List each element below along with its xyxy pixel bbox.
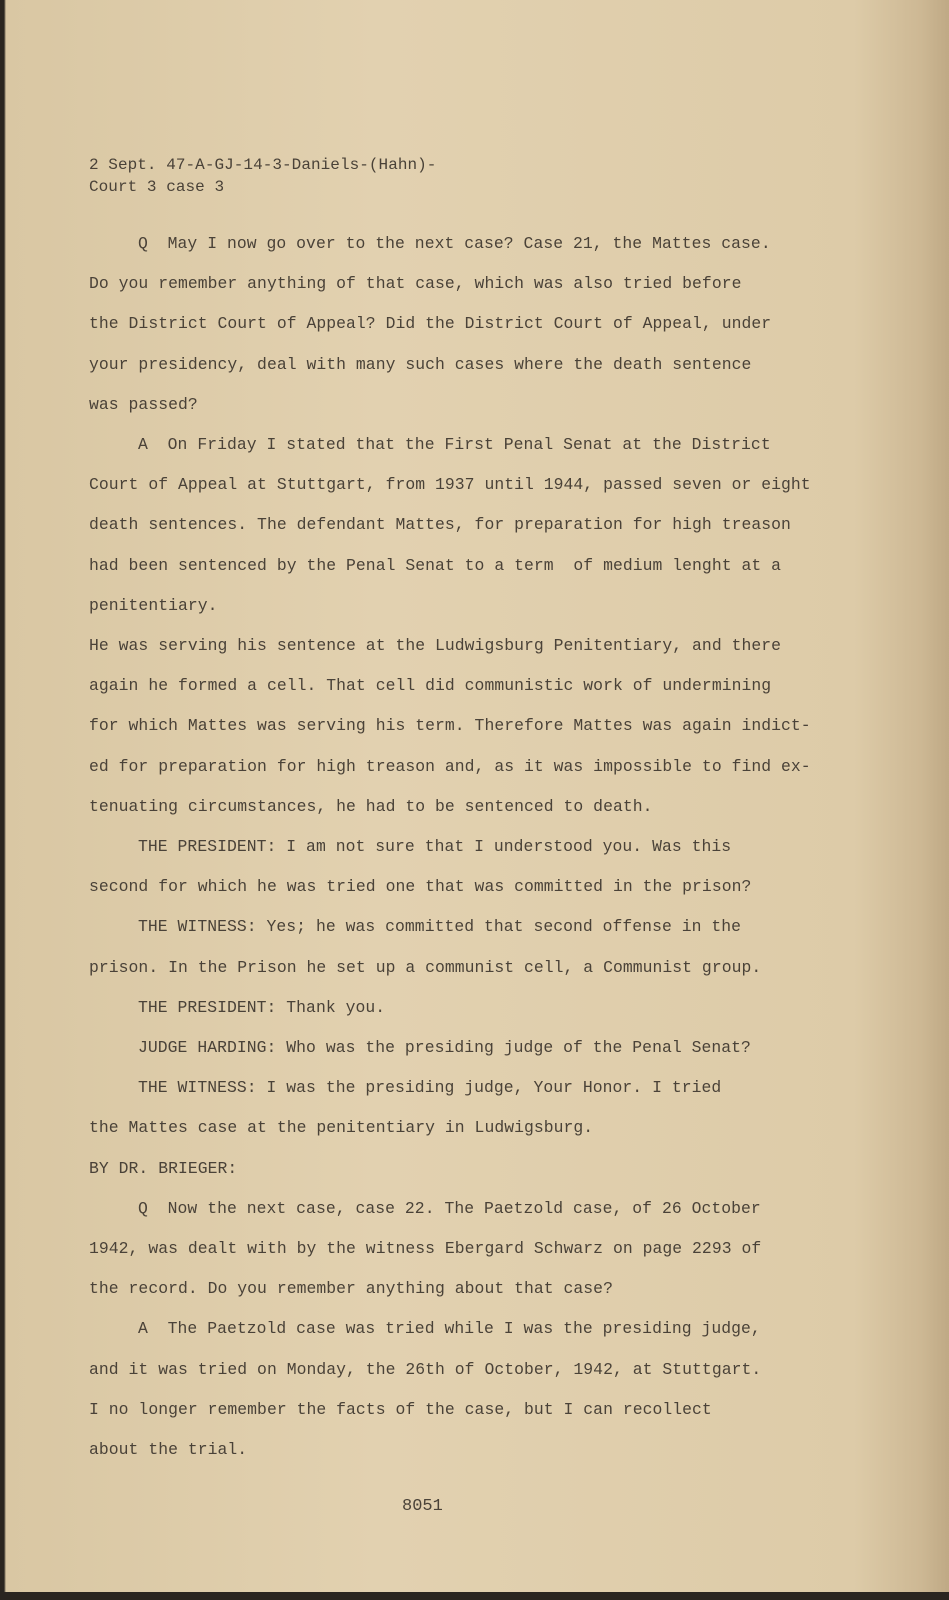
header-line-2: Court 3 case 3 [89, 178, 225, 196]
transcript-line: the District Court of Appeal? Did the District Court of Appeal, under [89, 314, 772, 334]
transcript-line: He was serving his sentence at the Ludwigsburg Penitentiary, and there [89, 636, 782, 655]
page-number: 8051 [402, 1497, 443, 1516]
transcript-line: penitentiary. [89, 595, 218, 615]
transcript-line: 1942, was dealt with by the witness Ebergard Schwarz on page 2293 of [89, 1239, 762, 1258]
transcript-line: THE WITNESS: Yes; he was committed that second offense in the [138, 917, 742, 937]
transcript-line: THE PRESIDENT: Thank you. [138, 997, 386, 1017]
transcript-line: Q Now the next case, case 22. The Paetzold case, of 26 October [138, 1198, 761, 1218]
transcript-line: death sentences. The defendant Mattes, for preparation for high treason [89, 515, 791, 535]
transcript-line: and it was tried on Monday, the 26th of October, 1942, at Stuttgart. [89, 1359, 762, 1379]
transcript-line: ed for preparation for high treason and, as it was impossible to find ex- [89, 756, 811, 776]
transcript-line: Do you remember anything of that case, which was also tried before [89, 274, 742, 294]
transcript-line: the record. Do you remember anything about that case? [89, 1279, 613, 1299]
transcript-line: again he formed a cell. That cell did communistic work of undermining [89, 676, 772, 696]
transcript-line: THE PRESIDENT: I am not sure that I understood you. Was this [138, 837, 732, 856]
scan-edge [0, 1592, 949, 1600]
transcript-line: was passed? [89, 394, 198, 414]
transcript-line: BY DR. BRIEGER: [89, 1158, 238, 1178]
transcript-line: your presidency, deal with many such cases where the death sentence [89, 354, 752, 374]
transcript-line: Court of Appeal at Stuttgart, from 1937 until 1944, passed seven or eight [89, 475, 811, 495]
transcript-line: I no longer remember the facts of the case, but I can recollect [89, 1399, 712, 1419]
header-line-1: 2 Sept. 47-A-GJ-14-3-Daniels-(Hahn)- [89, 156, 437, 174]
transcript-line: for which Mattes was serving his term. Therefore Mattes was again indict- [89, 716, 811, 736]
transcript-line: about the trial. [89, 1440, 248, 1459]
transcript-line: JUDGE HARDING: Who was the presiding judge of the Penal Senat? [138, 1038, 751, 1057]
transcript-line: second for which he was tried one that was committed in the prison? [89, 877, 752, 897]
transcript-line: A On Friday I stated that the First Penal Senat at the District [138, 435, 771, 454]
transcript-line: THE WITNESS: I was the presiding judge, Your Honor. I tried [138, 1078, 722, 1098]
transcript-line: tenuating circumstances, he had to be sentenced to death. [89, 796, 653, 816]
transcript-line: prison. In the Prison he set up a communist cell, a Communist group. [89, 957, 762, 977]
transcript-line: the Mattes case at the penitentiary in Ludwigsburg. [89, 1118, 594, 1138]
transcript-line: A The Paetzold case was tried while I was the presiding judge, [138, 1319, 761, 1339]
transcript-line: Q May I now go over to the next case? Case 21, the Mattes case. [138, 234, 771, 253]
transcript-line: had been sentenced by the Penal Senat to a term of medium lenght at a [89, 555, 782, 575]
